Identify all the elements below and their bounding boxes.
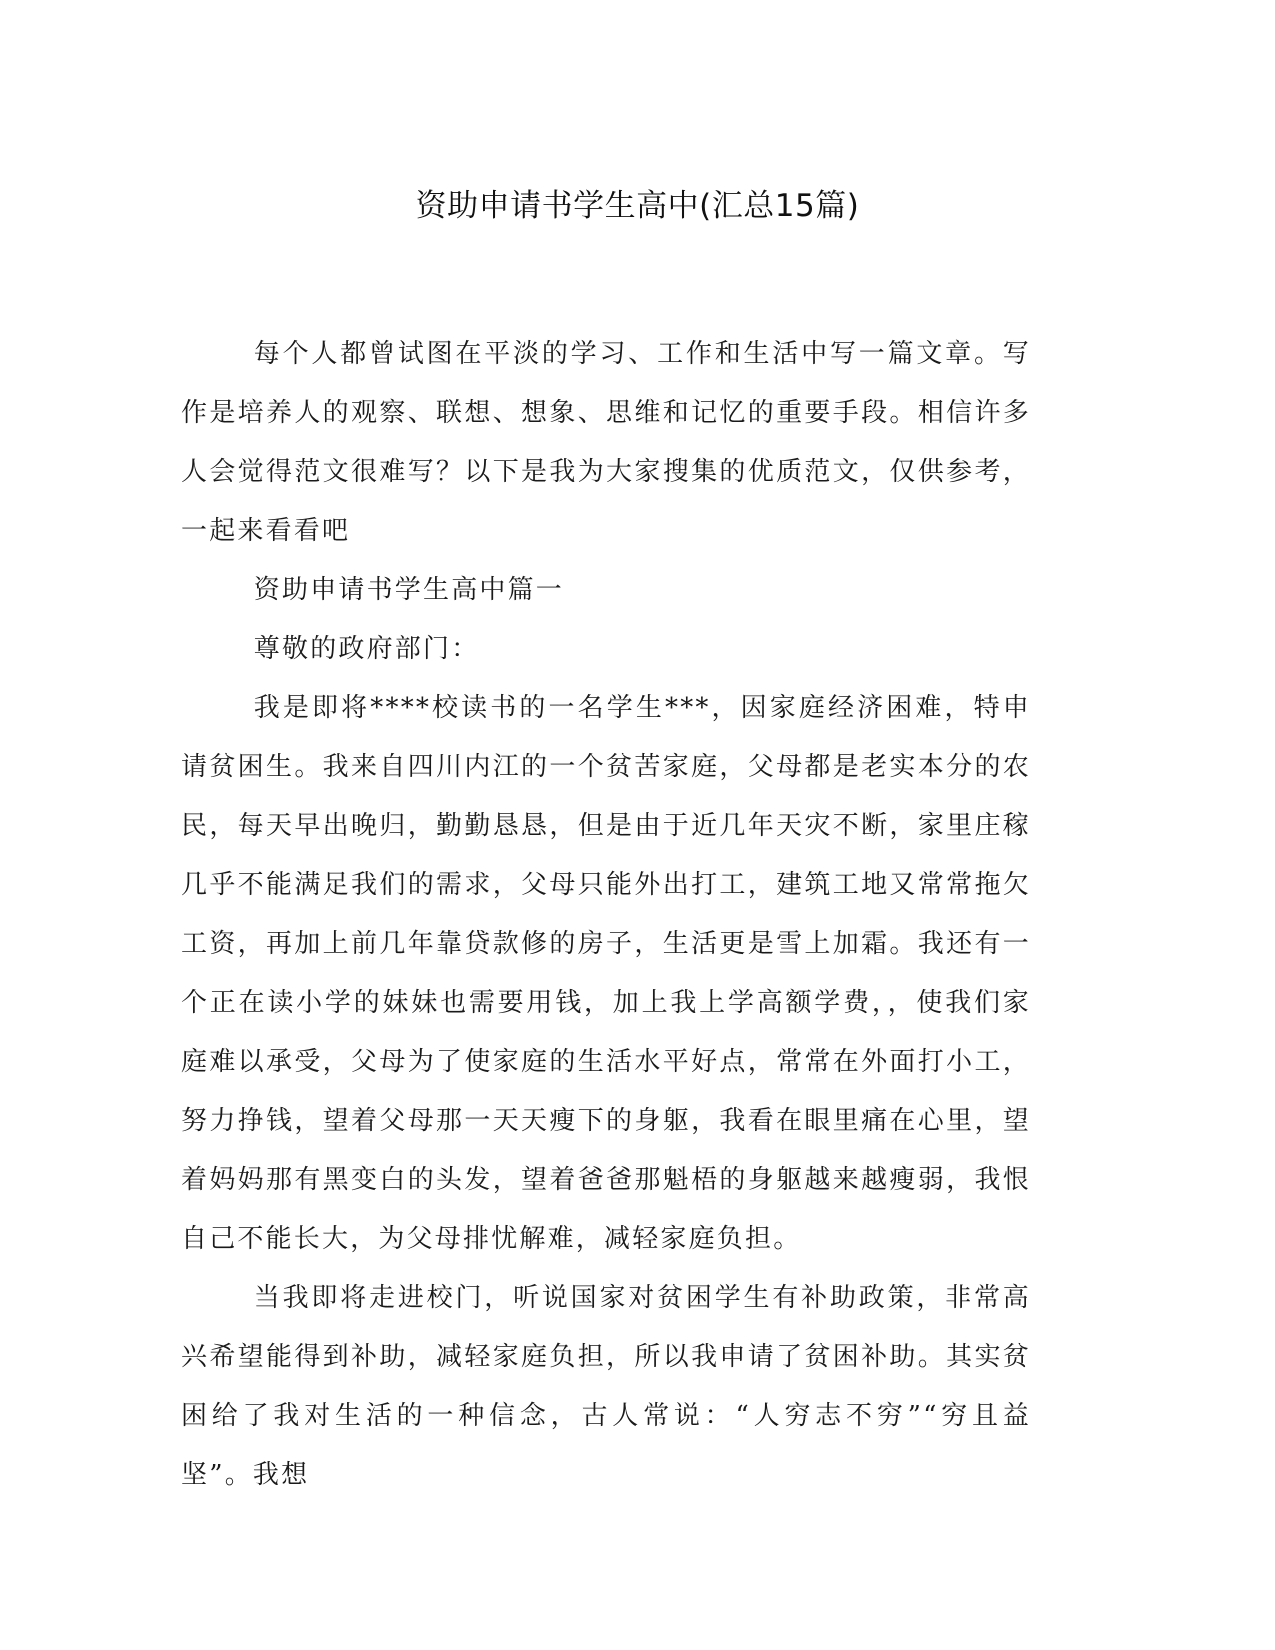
body-paragraph: 我是即将****校读书的一名学生***，因家庭经济困难，特申请贫困生。我来自四川内江的一个贫苦家庭，父母都是老实本分的农民，每天早出晚归，勤勤恳恳，但是由于近几年天灾不断，家里庄稼几乎不能满足我们的需求，父母只能外出打工，建筑工地又常常拖欠工资，再加上前几年靠贷款修的房子，生活更是雪上加霜。我还有一个正在读小学的妹妹也需要用钱，加上我上学高额学费，，使我们家庭难以承受，父母为了使家庭的生活水平好点，常常在外面打小工，努力挣钱，望着父母那一天天瘦下的身躯，我看在眼里痛在心里，望着妈妈那有黑变白的头发，望着爸爸那魁梧的身躯越来越瘦弱，我恨自己不能长大，为父母排忧解难，减轻家庭负担。 xyxy=(181,693,1031,1254)
intro-paragraph: 每个人都曾试图在平淡的学习、工作和生活中写一篇文章。写作是培养人的观察、联想、想象、思维和记忆的重要手段。相信许多人会觉得范文很难写？以下是我为大家搜集的优质范文，仅供参考，一起来看看吧 xyxy=(181,339,1031,546)
salutation: 尊敬的政府部门： xyxy=(253,634,480,664)
document-body xyxy=(181,325,1031,1505)
body-paragraph: 当我即将走进校门，听说国家对贫困学生有补助政策，非常高兴希望能得到补助，减轻家庭负担，所以我申请了贫困补助。其实贫困给了我对生活的一种信念，古人常说：“人穷志不穷”“穷且益坚”。我想 xyxy=(181,1283,1031,1490)
section-heading: 资助申请书学生高中篇一 xyxy=(253,575,564,605)
document-title: 资助申请书学生高中(汇总15篇) xyxy=(415,188,860,224)
